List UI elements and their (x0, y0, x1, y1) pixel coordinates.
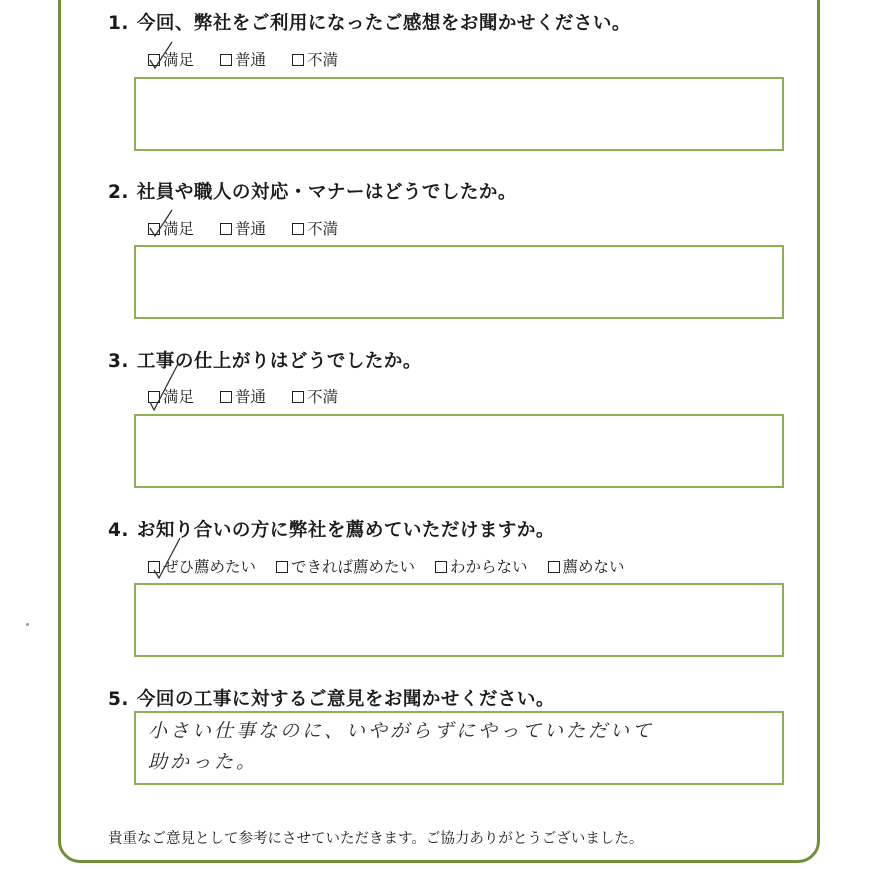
checkbox[interactable] (292, 391, 304, 403)
answer-box-4[interactable] (134, 583, 784, 657)
answer-box-2[interactable] (134, 245, 784, 319)
option-futsu[interactable]: 普通 (220, 48, 266, 70)
answer-box-1[interactable] (134, 77, 784, 151)
question-text: 今回、弊社をご利用になったご感想をお聞かせください。 (136, 13, 631, 34)
question-number: 1. (108, 13, 129, 34)
check-mark-icon (150, 536, 184, 582)
checkbox[interactable] (276, 561, 288, 573)
checkbox[interactable] (292, 54, 304, 66)
option-wakaranai[interactable]: わからない (435, 555, 528, 577)
check-mark-icon (146, 362, 180, 414)
options-4 (148, 555, 625, 577)
checkbox[interactable] (548, 561, 560, 573)
option-manzoku[interactable]: 満足 (148, 217, 194, 239)
option-manzoku[interactable]: 満足 (148, 48, 194, 70)
checkbox[interactable] (435, 561, 447, 573)
question-text: お知り合いの方に弊社を薦めていただけますか。 (136, 520, 555, 541)
checkbox[interactable] (220, 391, 232, 403)
question-number: 3. (108, 351, 129, 372)
question-5 (108, 685, 555, 711)
option-zehi[interactable]: ぜひ薦めたい (148, 555, 256, 577)
footer-note: 貴重なご意見として参考にさせていただきます。ご協力ありがとうございました。 (108, 831, 644, 847)
option-dekireba[interactable]: できれば薦めたい (276, 555, 415, 577)
question-text: 社員や職人の対応・マナーはどうでしたか。 (136, 182, 517, 203)
check-mark-icon (146, 40, 180, 74)
answer-line: 小さい仕事なのに、いやがらずにやっていただいて (148, 720, 655, 742)
question-text: 今回の工事に対するご意見をお聞かせください。 (136, 689, 555, 710)
scan-speck (26, 623, 29, 626)
option-fuman[interactable]: 不満 (292, 217, 338, 239)
option-susumenai[interactable]: 薦めない (548, 555, 625, 577)
option-futsu[interactable]: 普通 (220, 385, 266, 407)
question-number: 5. (108, 689, 129, 710)
question-1 (108, 9, 631, 35)
checkbox[interactable] (292, 223, 304, 235)
handwritten-answer (148, 716, 768, 778)
question-text: 工事の仕上がりはどうでしたか。 (136, 351, 422, 372)
option-fuman[interactable]: 不満 (292, 385, 338, 407)
question-2 (108, 178, 517, 204)
option-manzoku[interactable]: 満足 (148, 385, 194, 407)
checkbox[interactable] (220, 54, 232, 66)
option-fuman[interactable]: 不満 (292, 48, 338, 70)
question-number: 2. (108, 182, 129, 203)
checkbox[interactable] (220, 223, 232, 235)
question-number: 4. (108, 520, 129, 541)
check-mark-icon (146, 208, 180, 242)
answer-line: 助かった。 (148, 751, 259, 773)
answer-box-3[interactable] (134, 414, 784, 488)
option-futsu[interactable]: 普通 (220, 217, 266, 239)
